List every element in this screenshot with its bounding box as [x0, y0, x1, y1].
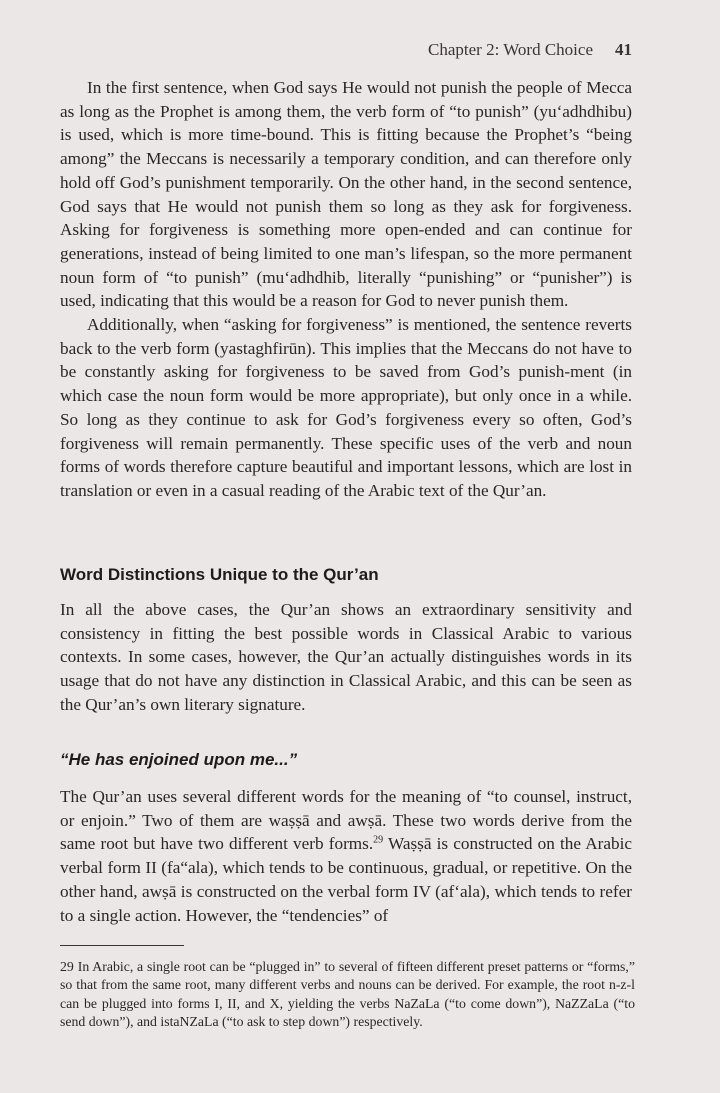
- body-block-2: [60, 598, 632, 717]
- footnote: [60, 958, 635, 1032]
- page-number: 41: [615, 40, 632, 59]
- running-head: [428, 40, 632, 60]
- paragraph-2: Additionally, when “asking for forgiveness” is mentioned, the sentence reverts back to the verb form (yastaghfirūn). This implies that the Meccans do not have to be constantly asking for forgiveness to be saved from God’s punish-ment (in which case the noun form would be more appropriate), but only once in a while. So long as they continue to ask for God’s forgiveness every so often, God’s forgiveness will remain permanently. These specific uses of the verb and noun forms of words therefore capture beautiful and important lessons, which are lost in translation or even in a casual reading of the Arabic text of the Qur’an.: [60, 315, 632, 500]
- paragraph-1: In the first sentence, when God says He would not punish the people of Mecca as long as the Prophet is among them, the verb form of “to punish” (yu‘adhdhibu) is used, which is more time-bound. This is fitting because the Prophet’s “being among” the Meccans is necessarily a temporary condition, and can therefore only hold off God’s punishment temporarily. On the other hand, in the second sentence, God says that He would not punish them so long as they ask for forgiveness. Asking for forgiveness is something more open-ended and can continue for generations, instead of being limited to one man’s lifespan, so the more permanent noun form of “to punish” (mu‘adhdhib, literally “punishing” or “punisher”) is used, indicating that this would be a reason for God to never punish them.: [60, 78, 632, 311]
- paragraph-4-part-a: The Qur’an uses several different words for the meaning of “to counsel, instruct, or enjoin.” Two of them are waṣṣā and awṣā. These two words derive from the same root but have two different verb forms.: [60, 787, 632, 854]
- section-heading-enjoined: “He has enjoined upon me...”: [60, 750, 298, 769]
- footnote-rule: [60, 945, 184, 946]
- footnote-reference: 29: [373, 834, 384, 846]
- paragraph-4-part-b: Waṣṣā is constructed on the Arabic verbal form II (fa“ala), which tends to be continuous, gradual, or repetitive. On the other hand, awṣā is constructed on the verbal form IV (af‘ala), which tends to refer to a single action. However, the “tendencies” of: [60, 834, 633, 925]
- footnote-text: In Arabic, a single root can be “plugged in” to several of fifteen different preset patterns or “forms,” so that from the same root, many different verbs and nouns can be derived. For example, the root n-z-l can be plugged into forms I, II, and X, yielding the verbs NaZaLa (“to come down”), NaZZaLa (“to send down”), and istaNZaLa (“to ask to step down”) respectively.: [60, 959, 635, 1030]
- body-block-1: [60, 76, 632, 503]
- chapter-title: Chapter 2: Word Choice: [428, 40, 593, 59]
- paragraph-4: [60, 785, 632, 927]
- section-heading-word-distinctions: Word Distinctions Unique to the Qur’an: [60, 565, 379, 584]
- paragraph-3: In all the above cases, the Qur’an shows an extraordinary sensitivity and consistency in fitting the best possible words in Classical Arabic to various contexts. In some cases, however, the Qur’an actually distinguishes words in its usage that do not have any distinction in Classical Arabic, and this can be seen as the Qur’an’s own literary signature.: [60, 600, 632, 714]
- body-block-3: [60, 785, 632, 927]
- footnote-number: 29: [60, 959, 74, 974]
